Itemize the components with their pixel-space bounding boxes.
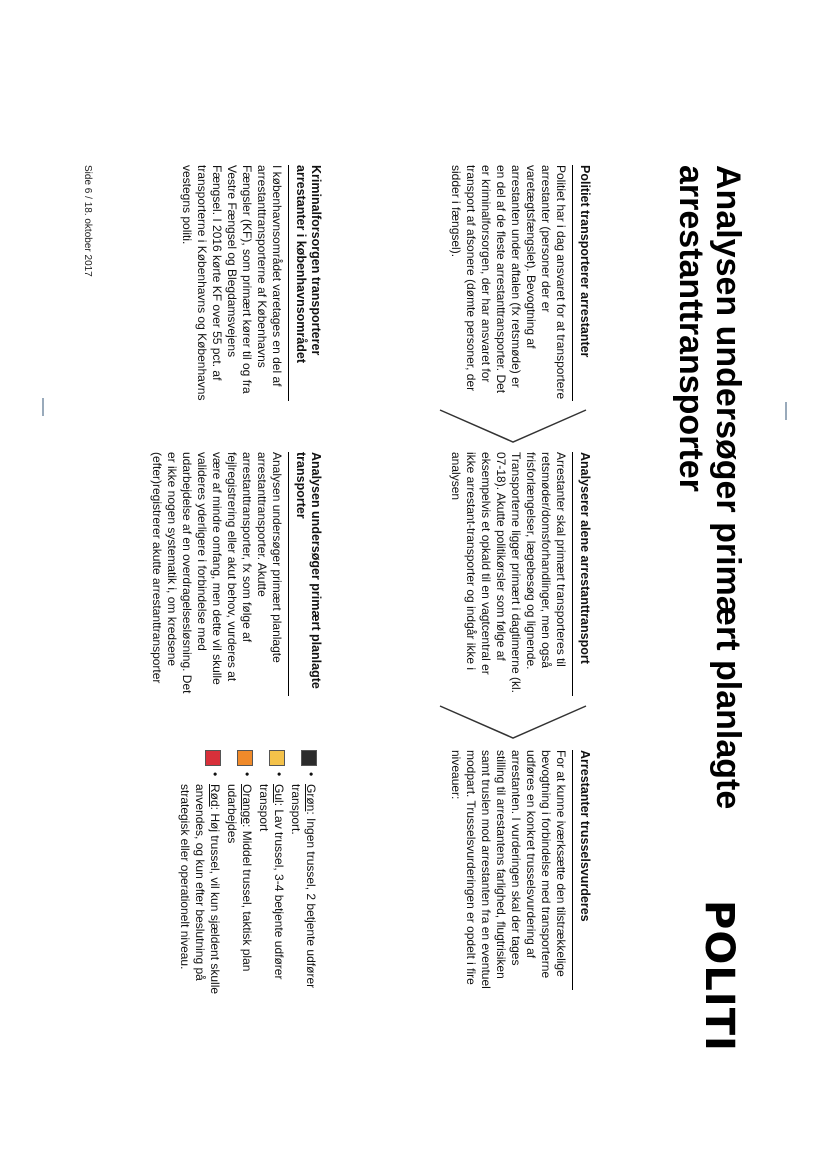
chevron-arrow-2 xyxy=(438,704,588,740)
section-heading: Politiet transporterer arrestanter xyxy=(572,165,592,401)
legend-label: Orange xyxy=(240,784,254,825)
section-heading: Arrestanter trusselsvurderes xyxy=(572,750,592,990)
slide-title: Analysen undersøger primært planlagte arrestanttransporter xyxy=(672,165,747,810)
bullet-icon: • xyxy=(272,772,286,777)
section-text: For at kunne iværksætte den tilstrækkelige bevogtning i forbindelse med transporterne udføres en konkret trusselsvurdering af arrestanten. I vurderingen skal der tages stilling til arrestantens farlighed, flugtrisiken samt truslen mod arrestanten fra en eventuel modpart. Trusselsvurderingen er opdelt i fire niveauer: xyxy=(449,750,568,989)
section-heading: Kriminalforsorgen transporterer arrestanter i københavnsområdet xyxy=(288,165,323,401)
color-swatch xyxy=(269,750,285,766)
section-text: Analysen undersøger primært planlagte arrestanttransporter. Akutte arrestanttransporter, fx som følge af fejlregistrering eller akut behov, vurderes at være af mindre omfang, men dette vil skulle valideres yderligere i forbindelse med udarbejdelse af en overdragelsesløsning. Det er ikke nogen systematik i, om kredsene (efter)registrerer akutte arrestanttransporter xyxy=(150,452,284,694)
section-politiet-transporterer xyxy=(448,165,592,401)
legend-label: Grøn xyxy=(304,784,318,812)
page-footer: Side 6 / 18. oktober 2017 xyxy=(82,165,93,277)
legend-item-orange xyxy=(224,750,254,1020)
section-analyserer-alene xyxy=(448,452,592,696)
legend-item-green xyxy=(288,750,318,1020)
section-text: Politiet har i dag ansvaret for at transportere arrestanter (personer der er varetægtsfængslet). Bevogtning af arrestanten under aftalen (fx retsmøde) er en del af de fleste arrestanttransporter. Det er kriminalforsorgen, der har ansvaret for transport af afsonere (dømte personer, der sidder i fængsel). xyxy=(449,165,568,400)
legend-text: : Ingen trussel, 2 betjente udfører transport. xyxy=(289,784,318,989)
section-text: Arrestanter skal primært transporteres til retsmøder/domsforhandlinger, men også frisforlængelser, lægebesøg og lignende. Transporterne ligger primært i dagtimerne (kl. 07-18). Akutte politikørsler som følge af eksempelvis et opkald til en vagtcentral er ikke arrestant-transporter og indgår ikke i analysen xyxy=(449,452,568,693)
legend-text: : Lav trussel, 3-4 betjente udfører transport xyxy=(257,784,286,980)
politi-logo: POLITI xyxy=(696,900,742,1052)
legend-item-yellow xyxy=(256,750,286,1020)
color-swatch xyxy=(301,750,317,766)
section-heading: Analyserer alene arrestanttransport xyxy=(572,452,592,696)
section-planlagte-transporter xyxy=(149,452,323,696)
threat-level-legend xyxy=(175,750,318,1020)
section-text: I københavnsområdet varetages en del af arrestanttransporterne af Københavns Fængsler (KF), som primært kører til og fra Vestre Fængsel og Blegdamsvejens Fængsel. I 2016 kørte KF over 55 pct. af transporterne i Københavns og Københavns vestegns politi. xyxy=(180,165,284,401)
chevron-arrow-1 xyxy=(438,408,588,444)
section-kriminalforsorgen xyxy=(179,165,323,401)
color-swatch xyxy=(205,750,221,766)
bullet-icon: • xyxy=(208,772,222,777)
color-swatch xyxy=(237,750,253,766)
legend-text: : Høj trussel, vil kun sjældent skulle anvendes, og kun efter beslutning på strategisk eller operationelt niveau. xyxy=(178,784,222,995)
legend-text: : Middel trussel, taktisk plan udarbejdes xyxy=(225,784,254,972)
section-trusselsvurdering xyxy=(448,750,592,990)
bullet-icon: • xyxy=(304,772,318,777)
legend-item-red xyxy=(177,750,222,1020)
section-heading: Analysen undersøger primært planlagte transporter xyxy=(288,452,323,696)
legend-label: Rød xyxy=(208,784,222,807)
legend-label: Gul xyxy=(272,784,286,803)
bullet-icon: • xyxy=(240,772,254,777)
